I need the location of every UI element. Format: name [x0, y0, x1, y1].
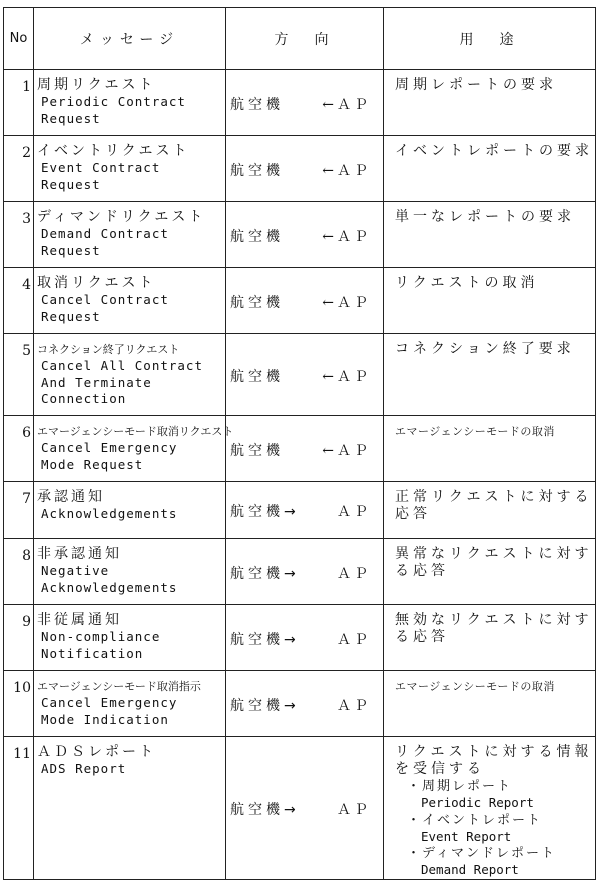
table-row: [4, 539, 596, 605]
use-description: リクエストに対する情報を受信する: [395, 744, 593, 777]
use-cell: [384, 334, 596, 416]
direction-target: ＡＰ: [337, 801, 371, 818]
direction-cell: [226, 482, 384, 539]
report-type-bullet: ・イベントレポート: [407, 812, 543, 828]
table-header-row: [4, 8, 596, 70]
use-cell: [384, 416, 596, 482]
direction-target: ＡＰ: [337, 697, 371, 714]
direction-origin: 航空機: [230, 162, 284, 179]
use-description: 無効なリクエストに対する応答: [395, 612, 593, 645]
message-cell: [34, 539, 226, 605]
report-type-english: Periodic Report: [421, 795, 534, 810]
direction-cell: [226, 70, 384, 136]
use-description: 異常なリクエストに対する応答: [395, 546, 593, 579]
message-english: Event Contract Request: [41, 160, 161, 192]
direction-cell: [226, 539, 384, 605]
message-japanese: コネクション終了リクエスト: [37, 343, 180, 356]
message-japanese: イベントリクエスト: [37, 143, 190, 159]
message-english: Negative Acknowledgements: [41, 563, 178, 595]
use-description: エマージェンシーモードの取消: [395, 425, 555, 438]
table-row: [4, 136, 596, 202]
use-description: コネクション終了要求: [395, 341, 575, 357]
direction-target: ＡＰ: [337, 631, 371, 648]
use-description: 周期レポートの要求: [395, 77, 557, 93]
message-english: Acknowledgements: [41, 506, 178, 521]
message-japanese: 非承認通知: [37, 546, 122, 562]
use-description: イベントレポートの要求: [395, 143, 593, 159]
row-number: 7: [4, 482, 34, 539]
table-body: [4, 70, 596, 880]
use-cell: [384, 136, 596, 202]
message-japanese: ディマンドリクエスト: [37, 209, 206, 225]
row-number: 10: [4, 671, 34, 737]
direction-cell: [226, 202, 384, 268]
table-row: [4, 202, 596, 268]
row-number: 4: [4, 268, 34, 334]
message-cell: [34, 136, 226, 202]
use-cell: [384, 539, 596, 605]
use-description: 単一なレポートの要求: [395, 209, 575, 225]
report-type-english: Demand Report: [421, 862, 519, 877]
direction-origin: 航空機→: [230, 565, 300, 582]
direction-origin: 航空機: [230, 96, 284, 113]
use-description: エマージェンシーモードの取消: [395, 680, 555, 693]
direction-target: ＡＰ: [337, 565, 371, 582]
message-english: Demand Contract Request: [41, 226, 169, 258]
message-japanese: エマージェンシーモード取消リクエスト: [37, 425, 234, 438]
report-type-bullet: ・ディマンドレポート: [407, 846, 556, 861]
table-row: [4, 70, 596, 136]
header-use: 用 途: [384, 8, 596, 70]
message-cell: [34, 671, 226, 737]
direction-origin: 航空機: [230, 442, 284, 459]
direction-cell: [226, 671, 384, 737]
direction-cell: [226, 605, 384, 671]
row-number: 6: [4, 416, 34, 482]
message-japanese: ＡＤＳレポート: [37, 744, 156, 760]
message-english: Cancel Emergency Mode Request: [41, 440, 178, 472]
table-row: [4, 416, 596, 482]
direction-target: ＡＰ: [337, 504, 371, 520]
table-row: [4, 605, 596, 671]
message-english: Cancel Contract Request: [41, 292, 169, 324]
direction-origin: 航空機→: [230, 631, 300, 648]
message-cell: [34, 737, 226, 880]
message-english: ADS Report: [41, 761, 127, 776]
table-row: [4, 737, 596, 880]
direction-target: ←ＡＰ: [322, 96, 371, 113]
message-english: Cancel All Contract And Terminate Connection: [41, 358, 203, 406]
direction-origin: 航空機→: [230, 801, 300, 818]
report-type-english: Event Report: [421, 828, 512, 844]
row-number: 3: [4, 202, 34, 268]
header-direction: 方 向: [226, 8, 384, 70]
row-number: 9: [4, 605, 34, 671]
message-cell: [34, 416, 234, 482]
direction-target: ←ＡＰ: [322, 442, 371, 459]
direction-cell: [226, 136, 384, 202]
direction-cell: [226, 268, 384, 334]
report-type-bullet: ・周期レポート: [407, 779, 513, 794]
direction-target: ←ＡＰ: [322, 368, 371, 385]
use-cell: [384, 202, 596, 268]
direction-cell: [226, 416, 384, 482]
use-cell: [384, 737, 596, 880]
table-row: [4, 671, 596, 737]
message-english: Non-compliance Notification: [41, 629, 161, 661]
message-cell: [34, 482, 226, 539]
row-number: 11: [4, 737, 34, 880]
direction-origin: 航空機: [230, 368, 284, 385]
direction-origin: 航空機→: [230, 697, 300, 714]
message-japanese: 周期リクエスト: [37, 77, 156, 93]
message-japanese: 取消リクエスト: [37, 275, 156, 291]
direction-target: ←ＡＰ: [322, 294, 371, 311]
message-cell: [34, 70, 226, 136]
message-english: Periodic Contract Request: [41, 94, 186, 126]
use-description: 正常リクエストに対する応答: [395, 489, 593, 522]
direction-origin: 航空機: [230, 294, 284, 311]
row-number: 8: [4, 539, 34, 605]
table-row: [4, 482, 596, 539]
use-cell: [384, 268, 596, 334]
direction-target: ←ＡＰ: [322, 228, 371, 245]
row-number: 1: [4, 70, 34, 136]
table-row: [4, 268, 596, 334]
message-cell: [34, 202, 226, 268]
direction-origin: 航空機→: [230, 504, 300, 520]
message-cell: [34, 605, 226, 671]
message-japanese: エマージェンシーモード取消指示: [37, 680, 201, 693]
row-number: 2: [4, 136, 34, 202]
header-message: メッセージ: [34, 8, 226, 70]
message-cell: [34, 334, 226, 416]
use-cell: [384, 70, 596, 136]
header-no: No: [4, 8, 34, 70]
use-cell: [384, 671, 596, 737]
use-description: リクエストの取消: [395, 275, 539, 291]
message-japanese: 承認通知: [37, 489, 105, 505]
message-english: Cancel Emergency Mode Indication: [41, 695, 178, 727]
direction-origin: 航空機: [230, 228, 284, 245]
ads-message-table: [3, 7, 596, 880]
direction-cell: [226, 334, 384, 416]
direction-cell: [226, 737, 384, 880]
row-number: 5: [4, 334, 34, 416]
direction-target: ←ＡＰ: [322, 162, 371, 179]
table-row: [4, 334, 596, 416]
message-japanese: 非従属通知: [37, 612, 122, 628]
use-cell: [384, 605, 596, 671]
use-cell: [384, 482, 596, 539]
message-cell: [34, 268, 226, 334]
